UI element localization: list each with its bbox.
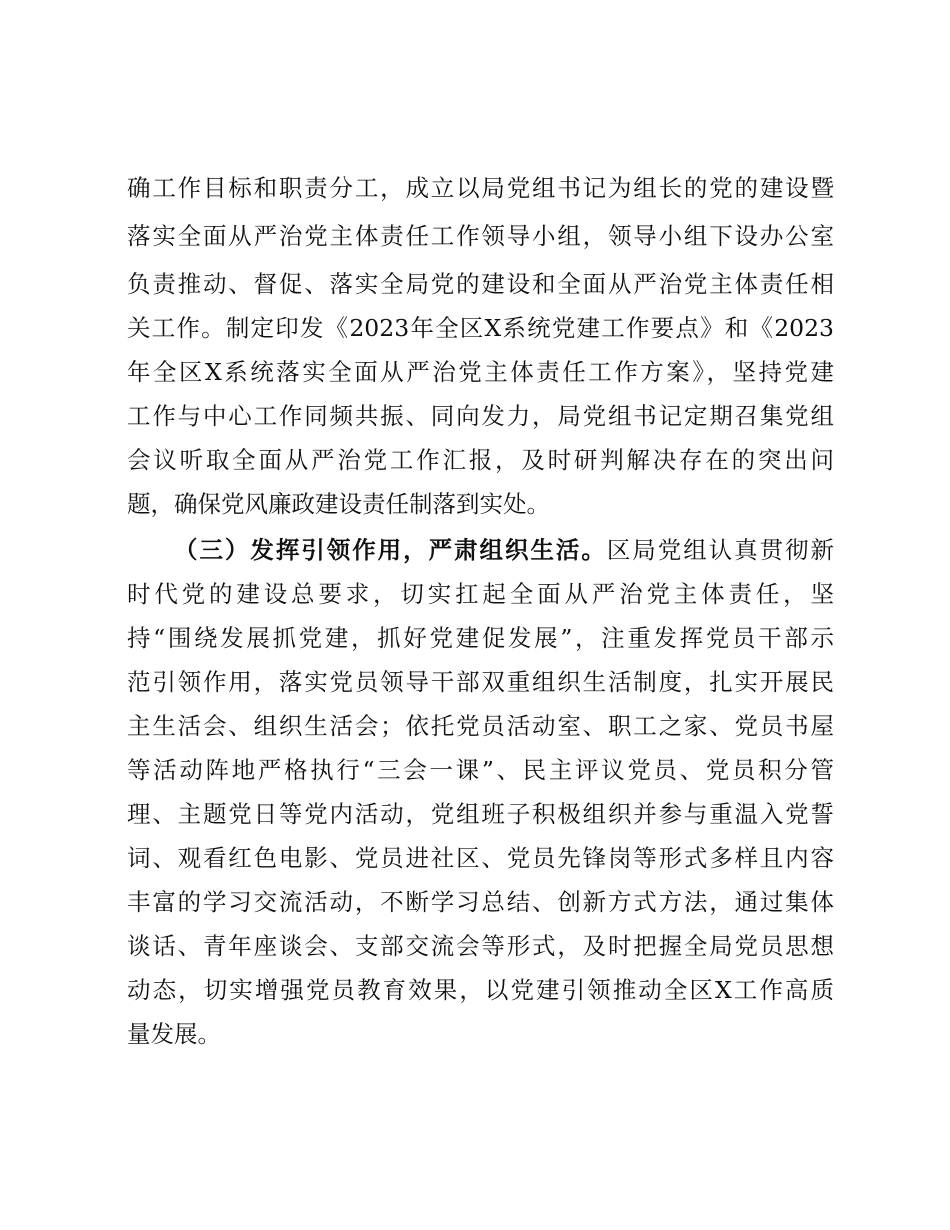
paragraph-2-heading: （三）发挥引领作用，严肃组织生活。 xyxy=(174,536,607,564)
paragraph-2-line-9: 丰富的学习交流活动，不断学习总结、创新方式方法，通过集体 xyxy=(127,888,834,916)
paragraph-2-line-8: 词、观看红色电影、党员进社区、党员先锋岗等形式多样且内容 xyxy=(127,844,834,872)
paragraph-2-line-5: 主生活会、组织生活会；依托党员活动室、职工之家、党员书屋 xyxy=(127,712,834,740)
paragraph-1-line-3: 负责推动、督促、落实全局党的建设和全面从严治党主体责任相 xyxy=(127,270,834,298)
paragraph-2-line-1-rest: 区局党组认真贯彻新 xyxy=(606,536,835,564)
paragraph-1-line-5: 年全区X系统落实全面从严治党主体责任工作方案》，坚持党建 xyxy=(127,358,834,386)
paragraph-2-line-1 xyxy=(174,528,834,572)
paragraph-1-line-6: 工作与中心工作同频共振、同向发力，局党组书记定期召集党组 xyxy=(127,402,834,430)
paragraph-2-line-6: 等活动阵地严格执行“三会一课”、民主评议党员、党员积分管 xyxy=(127,756,834,784)
paragraph-2-line-2: 时代党的建设总要求，切实扛起全面从严治党主体责任，坚 xyxy=(127,580,834,608)
paragraph-1-line-8: 题，确保党风廉政建设责任制落到实处。 xyxy=(127,490,550,518)
paragraph-2-line-3: 持“围绕发展抓党建，抓好党建促发展”，注重发挥党员干部示 xyxy=(127,624,834,652)
paragraph-1-line-2: 落实全面从严治党主体责任工作领导小组，领导小组下设办公室 xyxy=(127,222,834,250)
paragraph-2-line-11: 动态，切实增强党员教育效果，以党建引领推动全区X工作高质 xyxy=(127,976,834,1004)
paragraph-1-line-4: 关工作。制定印发《2023年全区X系统党建工作要点》和《2023 xyxy=(127,314,834,342)
paragraph-1-line-1: 确工作目标和职责分工，成立以局党组书记为组长的党的建设暨 xyxy=(127,174,834,202)
paragraph-2-line-12: 量发展。 xyxy=(127,1020,221,1048)
paragraph-1-line-7: 会议听取全面从严治党工作汇报，及时研判解决存在的突出问 xyxy=(127,446,834,474)
paragraph-2-line-4: 范引领作用，落实党员领导干部双重组织生活制度，扎实开展民 xyxy=(127,668,834,696)
paragraph-2-line-7: 理、主题党日等党内活动，党组班子积极组织并参与重温入党誓 xyxy=(127,800,834,828)
paragraph-2-line-10: 谈话、青年座谈会、支部交流会等形式，及时把握全局党员思想 xyxy=(127,932,834,960)
